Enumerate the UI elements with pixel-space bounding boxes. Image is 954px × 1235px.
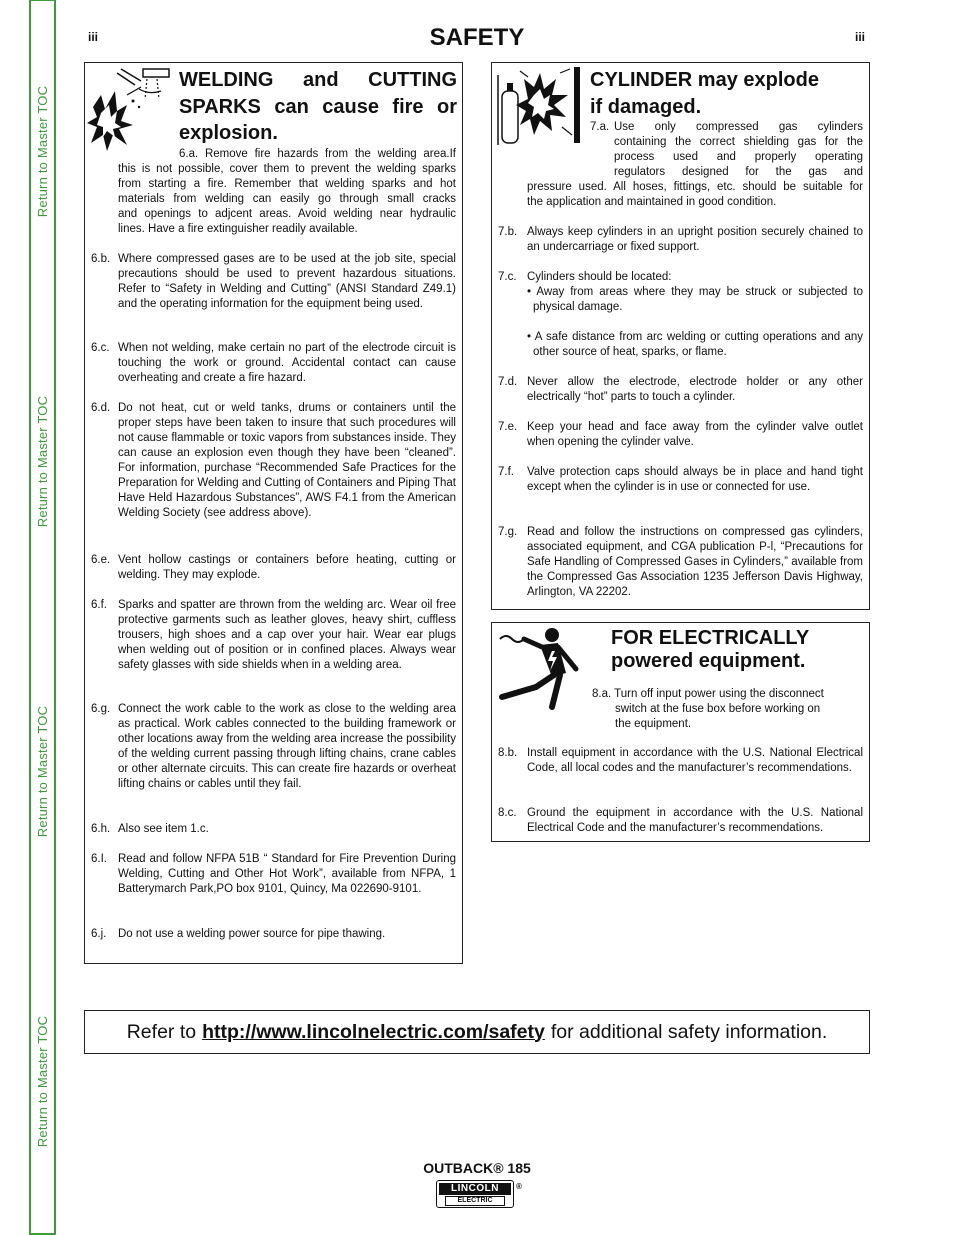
cylinder-title: CYLINDER may explode if damaged. [590,69,819,118]
cylinder-explosion-icon [494,65,586,147]
safety-reference-banner [84,1010,870,1054]
item-6e: 6.e. Vent hollow castings or containers before heating, cutting or welding. They may explode. [91,554,456,581]
item-7a-continued: pressure used. All hoses, fittings, etc. should be suitable for the application and maintained in good condition. [527,181,863,208]
item-6i: 6.I. Read and follow NFPA 51B “ Standard for Fire Prevention During Welding, Cutting and Other Hot Work”, available from NFPA, 1 Batterymarch Park,PO box 9101, Quincy, Ma 022690-9101. [91,853,456,895]
safety-url-link[interactable]: http://www.lincolnelectric.com/safety [202,1020,545,1043]
electric-shock-icon [496,625,582,711]
registered-mark: ® [516,1182,522,1191]
item-6h: 6.h. Also see item 1.c. [91,823,209,835]
item-7g: 7.g. Read and follow the instructions on compressed gas cylinders, associated equipment, and CGA publication P-l, “Precautions for Safe Handling of Compressed Gases in Cylinders,” available from the Compressed Gas Association 1235 Jefferson Davis Highway, Arlington, VA 22202. [498,526,863,598]
item-6g: 6.g. Connect the work cable to the work as close to the welding area as practical. Work cables connected to the building framework or other locations away from the welding area increase the possibility of the welding current passing through lifting chains, crane cables or other alternate circuits. This can create fire hazards or overheat lifting chains or cables until they fail. [91,703,456,790]
page-number-left: iii [88,30,99,44]
item-8b: 8.b. Install equipment in accordance with the U.S. National Electrical Code, all local codes and the manufacturer’s recommendations. [498,747,863,774]
item-7e: 7.e. Keep your head and face away from the cylinder valve outlet when opening the cylinder valve. [498,421,863,448]
item-7c: 7.c. Cylinders should be located: [498,271,672,283]
return-to-master-toc-link-4[interactable]: Return to Master TOC [35,1015,50,1147]
refer-suffix: for additional safety information. [550,1020,828,1043]
product-model: OUTBACK® 185 [423,1160,531,1176]
electrical-title: FOR ELECTRICALLY powered equipment. [611,627,810,672]
return-to-master-toc-link-2[interactable]: Return to Master TOC [35,395,50,527]
item-6d: 6.d. Do not heat, cut or weld tanks, drums or containers until the proper steps have been taken to insure that such procedures will not cause flammable or toxic vapors from substances inside. They can cause an explosion even though they have been “cleaned”. For information, purchase “Recommended Safe Practices for the Preparation for Welding and Cutting of Containers and Piping That Have Held Hazardous Substances”, AWS F4.1 from the American Welding Society (see address above). [91,402,456,519]
item-7f: 7.f. Valve protection caps should always be in place and hand tight except when the cylinder is in use or connected for use. [498,466,863,493]
sidebar [29,0,56,1235]
lincoln-electric-logo: LINCOLN ELECTRIC [436,1180,514,1208]
refer-prefix: Refer to [126,1020,197,1043]
welding-title: WELDING and CUTTING SPARKS can cause fire or explosion. [179,69,457,144]
item-7c-bullet-1: • Away from areas where they may be struck or subjected to physical damage. [527,286,863,313]
electrical-box [491,622,870,842]
return-to-master-toc-link-3[interactable]: Return to Master TOC [35,705,50,837]
item-6b: 6.b. Where compressed gases are to be used at the job site, special precautions should be used to prevent hazardous situations. Refer to “Safety in Welding and Cutting” (ANSI Standard Z49.1) and the operating information for the equipment being used. [91,253,456,310]
welding-sparks-icon [87,65,173,153]
item-6f: 6.f. Sparks and spatter are thrown from the welding arc. Wear oil free protective garments such as leather gloves, heavy shirt, cuffless trousers, high shoes and a cap over your hair. Wear ear plugs when welding out of position or in confined places. Always wear safety glasses with side shields when in a welding area. [91,599,456,671]
item-6a: 6.a. Remove fire hazards from the welding area.If this is not possible, cover them to prevent the welding sparks from starting a fire. Remember that welding sparks and hot materials from welding can easily go through small cracks and openings to adjcent areas. Avoid welding near hydraulic lines. Have a fire extinguisher readily available. [118,148,456,235]
item-6j: 6.j. Do not use a welding power source for pipe thawing. [91,928,386,940]
item-7d: 7.d. Never allow the electrode, electrode holder or any other electrically “hot” parts to touch a cylinder. [498,376,863,403]
return-to-master-toc-link-1[interactable]: Return to Master TOC [35,85,50,217]
item-7a: 7.a. Use only compressed gas cylinders containing the correct shielding gas for the process used and properly operating regulators designed for the gas and [590,121,863,178]
page-number-right: iii [855,30,866,44]
item-8c: 8.c. Ground the equipment in accordance with the U.S. National Electrical Code and the manufacturer’s recommendations. [498,807,863,834]
page-title: SAFETY [429,24,525,51]
welding-sparks-box [84,62,463,964]
item-8a: 8.a. Turn off input power using the disconnect switch at the fuse box before working on the equipment. [592,688,824,730]
cylinder-box [491,62,870,610]
item-7c-bullet-2: • A safe distance from arc welding or cutting operations and any other source of heat, sparks, or flame. [527,331,863,358]
item-6c: 6.c. When not welding, make certain no part of the electrode circuit is touching the work or ground. Accidental contact can cause overheating and create a fire hazard. [91,342,456,384]
item-7b: 7.b. Always keep cylinders in an upright position securely chained to an undercarriage or fixed support. [498,226,863,253]
